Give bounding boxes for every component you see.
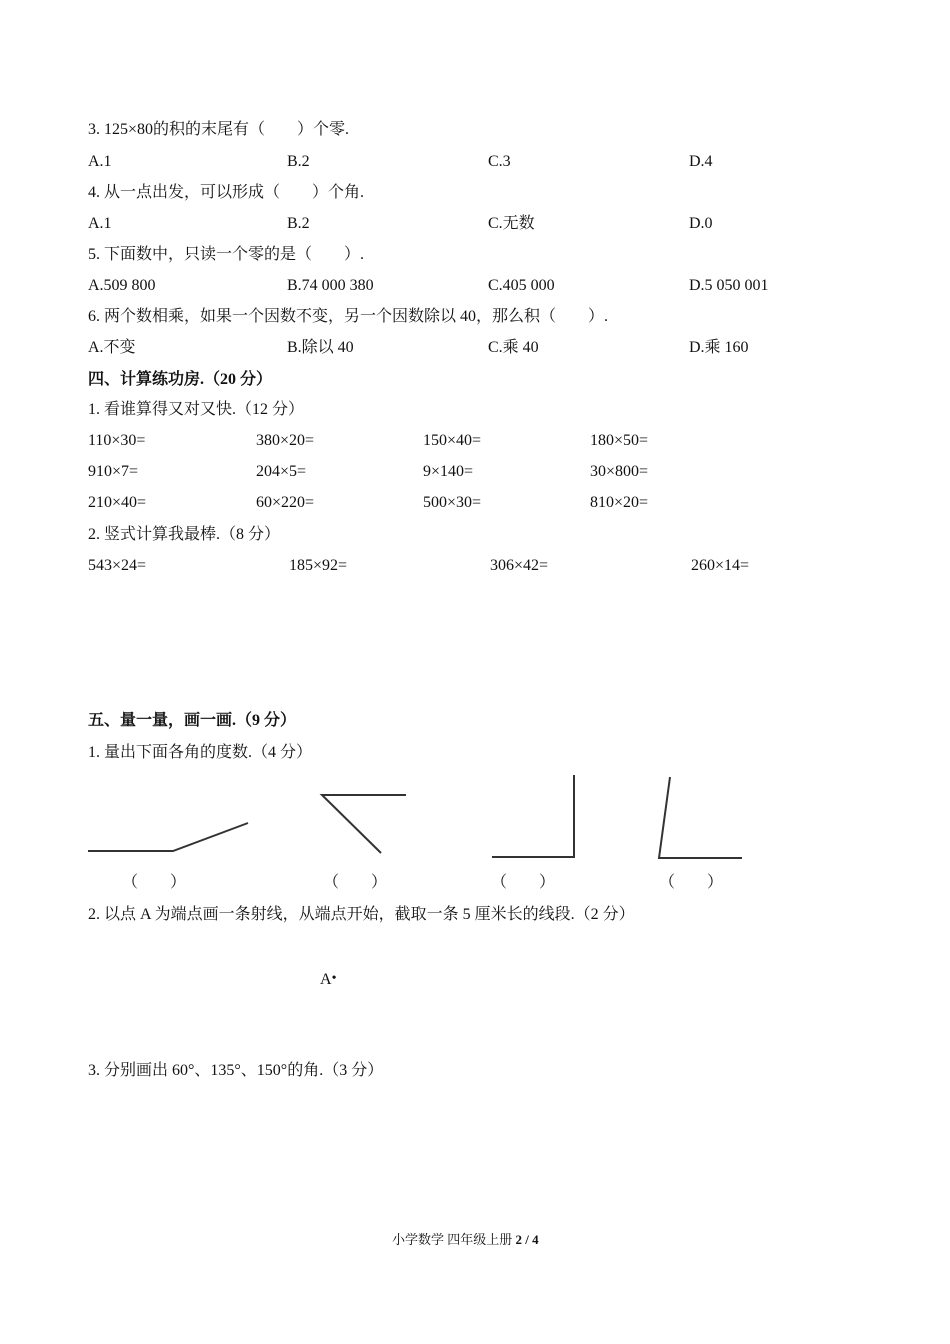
question-6-option-c: C.乘 40: [488, 339, 539, 356]
angle-answer-blank-4[interactable]: （ ）: [659, 874, 724, 891]
question-4-stem: 4. 从一点出发，可以形成（ ）个角.: [88, 184, 365, 201]
calc-item: 380×20=: [256, 432, 315, 449]
angle-answer-blank-3[interactable]: （ ）: [491, 874, 556, 891]
angle-figure-4: [654, 774, 746, 862]
point-dot-icon: •: [331, 971, 337, 986]
vertical-calc-item: 543×24=: [88, 557, 147, 574]
angle-answer-blank-1[interactable]: （ ）: [122, 874, 187, 891]
section-5-q1-title: 1. 量出下面各角的度数.（4 分）: [88, 744, 313, 761]
calc-item: 9×140=: [423, 463, 474, 480]
question-3-option-a: A.1: [88, 153, 112, 170]
footer-text: 小学数学 四年级上册: [392, 1232, 516, 1247]
vertical-calc-item: 306×42=: [490, 557, 549, 574]
section-5-q3-title: 3. 分别画出 60°、135°、150°的角.（3 分）: [88, 1062, 384, 1079]
question-6-option-b: B.除以 40: [287, 339, 354, 356]
page-footer: [392, 1230, 539, 1250]
question-6-option-d: D.乘 160: [689, 339, 749, 356]
question-6-option-a: A.不变: [88, 339, 136, 356]
question-4-option-c: C.无数: [488, 215, 535, 232]
question-4-option-b: B.2: [287, 215, 310, 232]
section-5-q2-title: 2. 以点 A 为端点画一条射线，从端点开始，截取一条 5 厘米长的线段.（2 分）: [88, 906, 635, 923]
calc-item: 110×30=: [88, 432, 146, 449]
angle-figure-3: [488, 772, 580, 862]
calc-item: 30×800=: [590, 463, 649, 480]
question-5-option-d: D.5 050 001: [689, 277, 769, 294]
section-5-heading: 五、量一量，画一画.（9 分）: [88, 712, 297, 729]
calc-item: 180×50=: [590, 432, 649, 449]
page-number: 2 / 4: [515, 1232, 539, 1247]
question-5-stem: 5. 下面数中，只读一个零的是（ ）.: [88, 246, 365, 263]
point-a: [320, 969, 336, 990]
section-4-q1-title: 1. 看谁算得又对又快.（12 分）: [88, 401, 305, 418]
calc-item: 910×7=: [88, 463, 139, 480]
question-3-option-d: D.4: [689, 153, 713, 170]
question-3-option-b: B.2: [287, 153, 310, 170]
section-4-q2-title: 2. 竖式计算我最棒.（8 分）: [88, 526, 281, 543]
vertical-calc-item: 185×92=: [289, 557, 348, 574]
question-6-stem: 6. 两个数相乘，如果一个因数不变，另一个因数除以 40，那么积（ ）.: [88, 308, 609, 325]
calc-item: 810×20=: [590, 494, 649, 511]
calc-item: 204×5=: [256, 463, 307, 480]
calc-item: 60×220=: [256, 494, 315, 511]
angle-figure-1: [85, 818, 253, 858]
calc-item: 210×40=: [88, 494, 147, 511]
question-5-option-b: B.74 000 380: [287, 277, 374, 294]
section-4-heading: 四、计算练功房.（20 分）: [88, 371, 273, 388]
vertical-calc-item: 260×14=: [691, 557, 750, 574]
angle-figure-2: [318, 790, 410, 858]
question-3-stem: 3. 125×80的积的末尾有（ ）个零.: [88, 121, 350, 138]
question-4-option-d: D.0: [689, 215, 713, 232]
question-3-option-c: C.3: [488, 153, 511, 170]
calc-item: 500×30=: [423, 494, 482, 511]
question-5-option-a: A.509 800: [88, 277, 156, 294]
question-4-option-a: A.1: [88, 215, 112, 232]
question-5-option-c: C.405 000: [488, 277, 555, 294]
angle-answer-blank-2[interactable]: （ ）: [323, 874, 388, 891]
calc-item: 150×40=: [423, 432, 482, 449]
point-a-label: A: [320, 971, 332, 988]
